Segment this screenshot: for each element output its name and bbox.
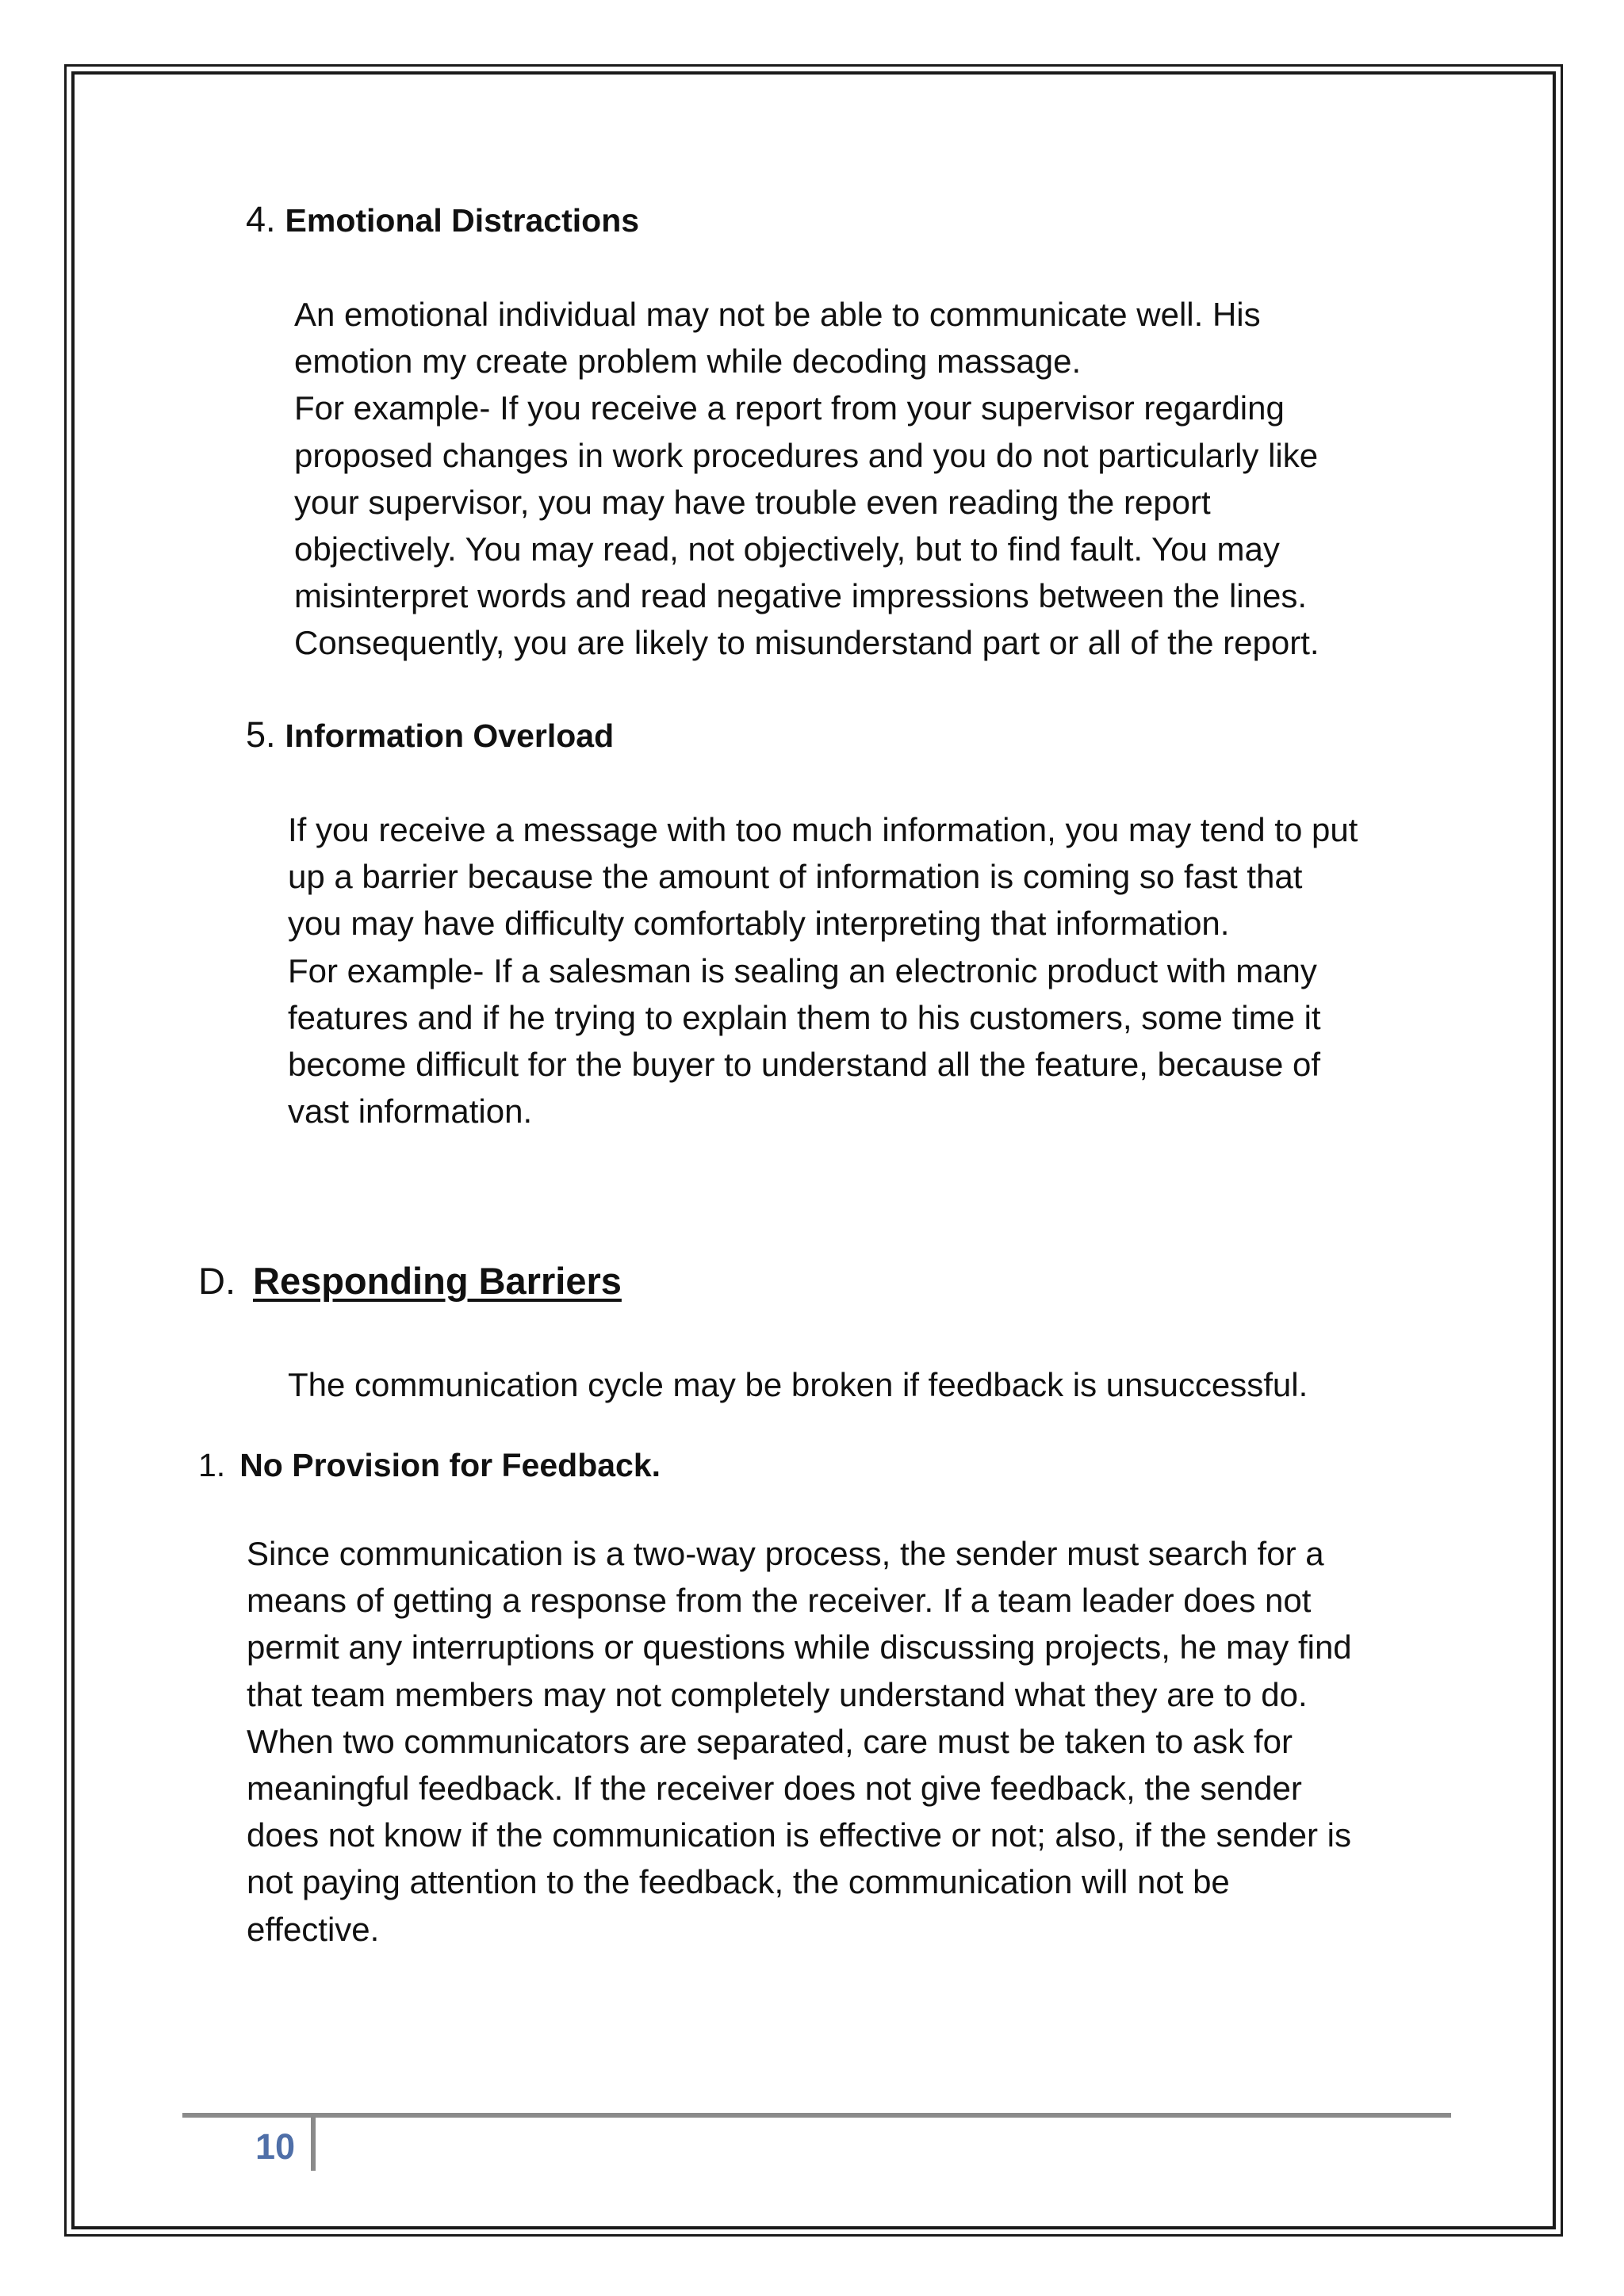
item-title: No Provision for Feedback. <box>239 1447 661 1483</box>
page-number: 10 <box>255 2126 296 2167</box>
item-title: Information Overload <box>285 718 615 754</box>
footer-divider <box>311 2115 316 2171</box>
section-intro: The communication cycle may be broken if feedback is unsuccessful. <box>288 1366 1308 1403</box>
paragraph-emotional-distractions: An emotional individual may not be able to communicate well. His emotion my create problem while decoding massage. For example- If you receive a report from your supervisor regarding proposed changes in work procedures and you do not particularly like your supervisor, you may have trouble even reading the report objectively. You may read, not objectively, but to find fault. You may misinterpret words and read negative impressions between the lines. Consequently, you are likely to misunderstand part or all of the report. <box>294 296 1320 662</box>
heading-no-provision-feedback <box>198 1445 661 1485</box>
paragraph-information-overload: If you receive a message with too much information, you may tend to put up a barrier because the amount of information is coming so fast that you may have difficulty comfortably interpreting that information. For example- If a salesman is sealing an electronic product with many features and if he trying to explain them to his customers, some time it become difficult for the buyer to understand all the feature, because of vast information. <box>288 811 1358 1131</box>
item-number: 1. <box>198 1447 226 1483</box>
footer-rule <box>182 2113 1451 2118</box>
heading-information-overload <box>246 715 614 756</box>
section-heading-responding-barriers <box>198 1259 622 1303</box>
item-number: 5. <box>246 714 276 755</box>
section-letter: D. <box>198 1260 236 1302</box>
item-title: Emotional Distractions <box>285 202 640 239</box>
section-title: Responding Barriers <box>253 1260 622 1302</box>
heading-emotional-distractions <box>246 200 639 240</box>
paragraph-no-provision-feedback: Since communication is a two-way process, the sender must search for a means of getting a response from the receiver. If a team leader does not permit any interruptions or questions while discussing projects, he may find that team members may not completely understand what they are to do. When two communicators are separated, care must be taken to ask for meaningful feedback. If the receiver does not give feedback, the sender does not know if the communication is effective or not; also, if the sender is not paying attention to the feedback, the communication will not be effective. <box>247 1535 1352 1948</box>
item-number: 4. <box>246 199 276 239</box>
